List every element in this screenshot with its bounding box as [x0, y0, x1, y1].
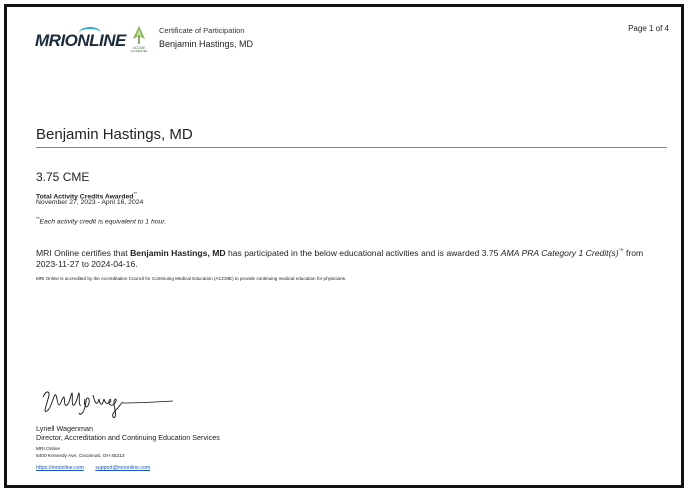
mri-online-logo: MRIONLINE	[35, 31, 126, 51]
credit-date-range: November 27, 2023 - April 16, 2024	[36, 199, 144, 206]
certificate-frame	[4, 4, 684, 488]
footer-address: 5400 Kennedy Ave, Cincinnati, OH 45213	[36, 454, 125, 459]
logo-swoosh-icon	[79, 27, 101, 39]
website-link[interactable]: https://mrionline.com	[36, 465, 84, 471]
certificate-heading	[159, 26, 253, 49]
credit-note: **Each activity credit is equivalent to 1 hour.	[36, 216, 167, 226]
footer-org: MRI Online	[36, 447, 60, 452]
accme-label: ACCME	[132, 46, 146, 50]
email-link[interactable]: support@mrionline.com	[95, 465, 151, 471]
accreditation-statement: MRI Online is accredited by the Accreditation Council for Continuing Medical Education (ACCME) to provide continuing medical education for physicians.	[36, 276, 347, 281]
recipient-name: Benjamin Hastings, MD	[36, 126, 193, 143]
accme-sub: ACCREDITED	[130, 50, 148, 53]
credit-type: AMA PRA Category 1 Credit(s)	[500, 247, 619, 258]
credit-trademark: ™	[618, 248, 624, 254]
cme-amount: 3.75 CME	[36, 170, 90, 184]
credits-title-mark: **	[133, 191, 137, 196]
signer-name: Lynell Wagenman	[36, 424, 93, 433]
page-number: Page 1 of 4	[628, 24, 669, 33]
footer-links	[36, 465, 160, 471]
credits-title: Total Activity Credits Awarded**	[36, 191, 137, 201]
divider	[36, 147, 667, 148]
certificate-page	[7, 7, 681, 485]
certification-statement: MRI Online certifies that Benjamin Hastings, MD has participated in the below educational activities and is awarded 3.75 AMA PRA Category 1 Credit(s)™ from 2023-11-27 to 2024-04-16.	[36, 247, 644, 270]
accme-logo	[129, 25, 149, 51]
certificate-header-name: Benjamin Hastings, MD	[159, 39, 254, 49]
signer-title: Director, Accreditation and Continuing Education Services	[36, 433, 220, 442]
credit-note-mark: **	[36, 216, 40, 221]
statement-recipient-name: Benjamin Hastings, MD	[130, 247, 226, 258]
accme-leaf-icon	[129, 25, 149, 47]
certificate-label: Certificate of Participation	[159, 26, 245, 35]
signature-image	[37, 383, 177, 423]
